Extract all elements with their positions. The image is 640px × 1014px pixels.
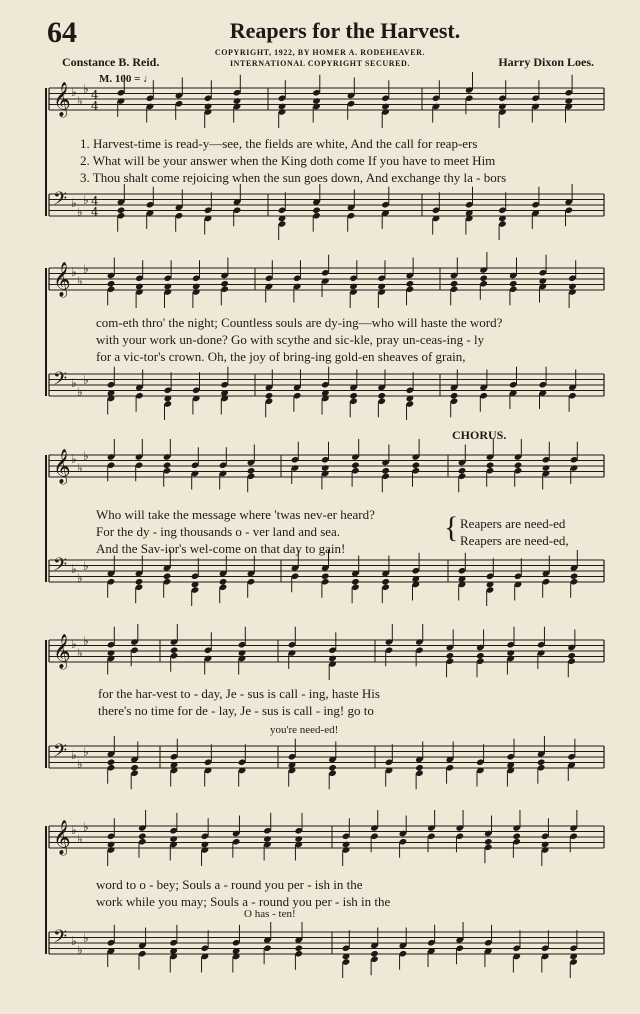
time-signature: 4 — [91, 205, 99, 219]
flat-icon: ♭ — [77, 571, 83, 585]
lyrics-system-4 — [98, 685, 380, 719]
copyright-line-1: COPYRIGHT, 1922, BY HOMER A. RODEHEAVER. — [214, 48, 426, 57]
flat-icon: ♭ — [71, 637, 77, 651]
lyric-line-2: there's no time for de - lay, Je - sus is call - ing! go to — [98, 703, 374, 718]
notehead — [349, 392, 358, 400]
notehead — [476, 652, 485, 660]
time-signature: 4 — [91, 194, 99, 208]
notehead — [117, 206, 126, 214]
flat-icon: ♭ — [77, 205, 83, 219]
notehead — [265, 392, 274, 400]
flat-icon: ♭ — [83, 931, 89, 945]
notehead — [538, 277, 547, 285]
flat-icon: ♭ — [77, 757, 83, 771]
lyrics-system-1 — [80, 135, 506, 186]
treble-clef-icon: 𝄞 — [53, 820, 71, 855]
bass-clef-icon: 𝄢 — [53, 927, 68, 952]
lyrics-system-2 — [96, 314, 502, 365]
notehead — [351, 578, 360, 586]
hymn-title: Reapers for the Harvest. — [229, 18, 461, 43]
notehead — [328, 764, 337, 772]
notehead — [163, 283, 172, 291]
notehead — [567, 652, 576, 660]
notehead — [377, 283, 386, 291]
flat-icon: ♭ — [77, 461, 83, 475]
flat-icon: ♭ — [77, 646, 83, 660]
copyright-line-2: INTERNATIONAL COPYRIGHT SECURED. — [229, 59, 411, 68]
flat-icon: ♭ — [77, 274, 83, 288]
notehead — [514, 461, 523, 469]
bass-clef-icon: 𝄢 — [53, 189, 68, 214]
notehead — [537, 758, 546, 766]
notehead — [130, 764, 139, 772]
chorus-brace: { — [444, 511, 459, 544]
notehead — [370, 950, 379, 958]
flat-icon: ♭ — [83, 193, 89, 207]
notehead — [312, 97, 321, 105]
flat-icon: ♭ — [77, 385, 83, 399]
lyrics-system-5 — [96, 876, 390, 910]
notehead — [263, 835, 272, 843]
notehead — [506, 649, 515, 657]
bass-clef-icon: 𝄢 — [53, 741, 68, 766]
treble-clef-icon: 𝄞 — [53, 262, 71, 297]
notehead — [278, 103, 287, 111]
flat-icon: ♭ — [83, 82, 89, 96]
notehead — [135, 283, 144, 291]
flat-icon: ♭ — [83, 559, 89, 573]
lyric-chorus-line-1: Reapers are need-ed — [460, 516, 566, 531]
notehead — [342, 841, 351, 849]
notehead — [321, 464, 330, 472]
notehead — [138, 832, 147, 840]
notehead — [163, 572, 172, 580]
notehead — [220, 280, 229, 288]
notehead — [238, 649, 247, 657]
notehead — [321, 572, 330, 580]
time-signature: 4 — [91, 99, 99, 113]
notehead — [349, 283, 358, 291]
notehead — [458, 467, 467, 475]
lyric-echo-hasten: O has - ten! — [244, 908, 296, 920]
lyric-line-1: word to o - bey; Souls a - round you per - ish in the — [96, 877, 363, 892]
flat-icon: ♭ — [77, 94, 83, 108]
notehead — [170, 646, 179, 654]
notehead — [233, 97, 242, 105]
lyric-verse-1: com-eth thro' the night; Countless souls are dy-ing—who will haste the word? — [96, 315, 503, 330]
notehead — [411, 461, 420, 469]
notehead — [247, 467, 256, 475]
notehead — [564, 97, 573, 105]
treble-clef-icon: 𝄞 — [53, 449, 71, 484]
composer-credit: Harry Dixon Loes. — [498, 55, 594, 69]
notehead — [312, 206, 321, 214]
lyric-echo-needed: you're need-ed! — [270, 724, 339, 736]
notehead — [135, 578, 144, 586]
hymn-number: 64 — [47, 16, 77, 49]
notehead — [415, 764, 424, 772]
tempo-marking: M. 100 = ♩ — [99, 73, 155, 85]
lyric-line-2: work while you may; Souls a - round you per - ish in the — [96, 894, 391, 909]
lyric-verse-3: 3. Thou shalt come rejoicing when the sun goes down, And exchange thy la - bors — [80, 170, 507, 185]
flat-icon: ♭ — [83, 634, 89, 648]
notehead — [479, 274, 488, 282]
lyric-verse-2: with your work un-done? Go with scythe and sic-kle, pray un-ceas-ing - ly — [96, 332, 485, 347]
treble-clef-icon: 𝄞 — [53, 82, 71, 117]
notehead — [486, 461, 495, 469]
notehead — [377, 392, 386, 400]
notehead — [381, 103, 390, 111]
notehead — [542, 464, 551, 472]
notehead — [446, 652, 455, 660]
notehead — [381, 467, 390, 475]
flat-icon: ♭ — [71, 562, 77, 576]
lyric-chorus-line-2: Reapers are need-ed, — [460, 533, 569, 548]
notehead — [192, 283, 201, 291]
flat-icon: ♭ — [71, 265, 77, 279]
flat-icon: ♭ — [71, 748, 77, 762]
notehead — [107, 649, 116, 657]
lyric-verse-1: Who will take the message where 'twas nev-er heard? — [96, 507, 375, 522]
notehead — [541, 841, 550, 849]
notehead — [351, 461, 360, 469]
notehead — [512, 832, 521, 840]
lyrics-chorus-reapers — [460, 515, 569, 549]
flat-icon: ♭ — [71, 823, 77, 837]
flat-icon: ♭ — [77, 832, 83, 846]
notehead — [570, 572, 579, 580]
notehead — [406, 280, 415, 288]
notehead — [163, 461, 172, 469]
notehead — [484, 838, 493, 846]
bass-clef-icon: 𝄢 — [53, 369, 68, 394]
notehead — [568, 283, 577, 291]
flat-icon: ♭ — [71, 85, 77, 99]
lyric-verse-2: For the dy - ing thousands o - ver land and sea. — [96, 524, 341, 539]
notehead — [107, 841, 116, 849]
lyricist-credit: Constance B. Reid. — [62, 55, 160, 69]
lyrics-system-3 — [96, 506, 375, 557]
notehead — [450, 392, 459, 400]
flat-icon: ♭ — [83, 449, 89, 463]
notehead — [294, 944, 303, 952]
notehead — [328, 655, 337, 663]
lyric-line-1: for the har-vest to - day, Je - sus is call - ing, haste His — [98, 686, 380, 701]
notehead — [107, 280, 116, 288]
notehead — [107, 758, 116, 766]
notehead — [169, 835, 178, 843]
flat-icon: ♭ — [83, 820, 89, 834]
notehead — [450, 280, 459, 288]
lyric-verse-3: for a vic-tor's crown. Oh, the joy of bring-ing gold-en sheaves of grain, — [96, 349, 466, 364]
notehead — [294, 835, 303, 843]
lyric-verse-1: 1. Harvest-time is read-y—see, the fields are white, And the call for reap-ers — [80, 136, 478, 151]
flat-icon: ♭ — [71, 934, 77, 948]
notehead — [204, 103, 213, 111]
flat-icon: ♭ — [71, 452, 77, 466]
lyric-verse-3: And the Sav-ior's wel-come on that day to gain! — [96, 541, 346, 556]
bass-clef-icon: 𝄢 — [53, 555, 68, 580]
notehead — [381, 578, 390, 586]
notehead — [509, 280, 518, 288]
flat-icon: ♭ — [83, 745, 89, 759]
flat-icon: ♭ — [83, 373, 89, 387]
lyric-verse-2: 2. What will be your answer when the King doth come If you have to meet Him — [80, 153, 496, 168]
flat-icon: ♭ — [71, 376, 77, 390]
flat-icon: ♭ — [71, 196, 77, 210]
flat-icon: ♭ — [77, 943, 83, 957]
chorus-label: CHORUS. — [452, 428, 507, 442]
time-signature: 4 — [91, 88, 99, 102]
treble-clef-icon: 𝄞 — [53, 634, 71, 669]
flat-icon: ♭ — [83, 262, 89, 276]
notehead — [498, 103, 507, 111]
notehead — [219, 578, 228, 586]
notehead — [201, 841, 210, 849]
